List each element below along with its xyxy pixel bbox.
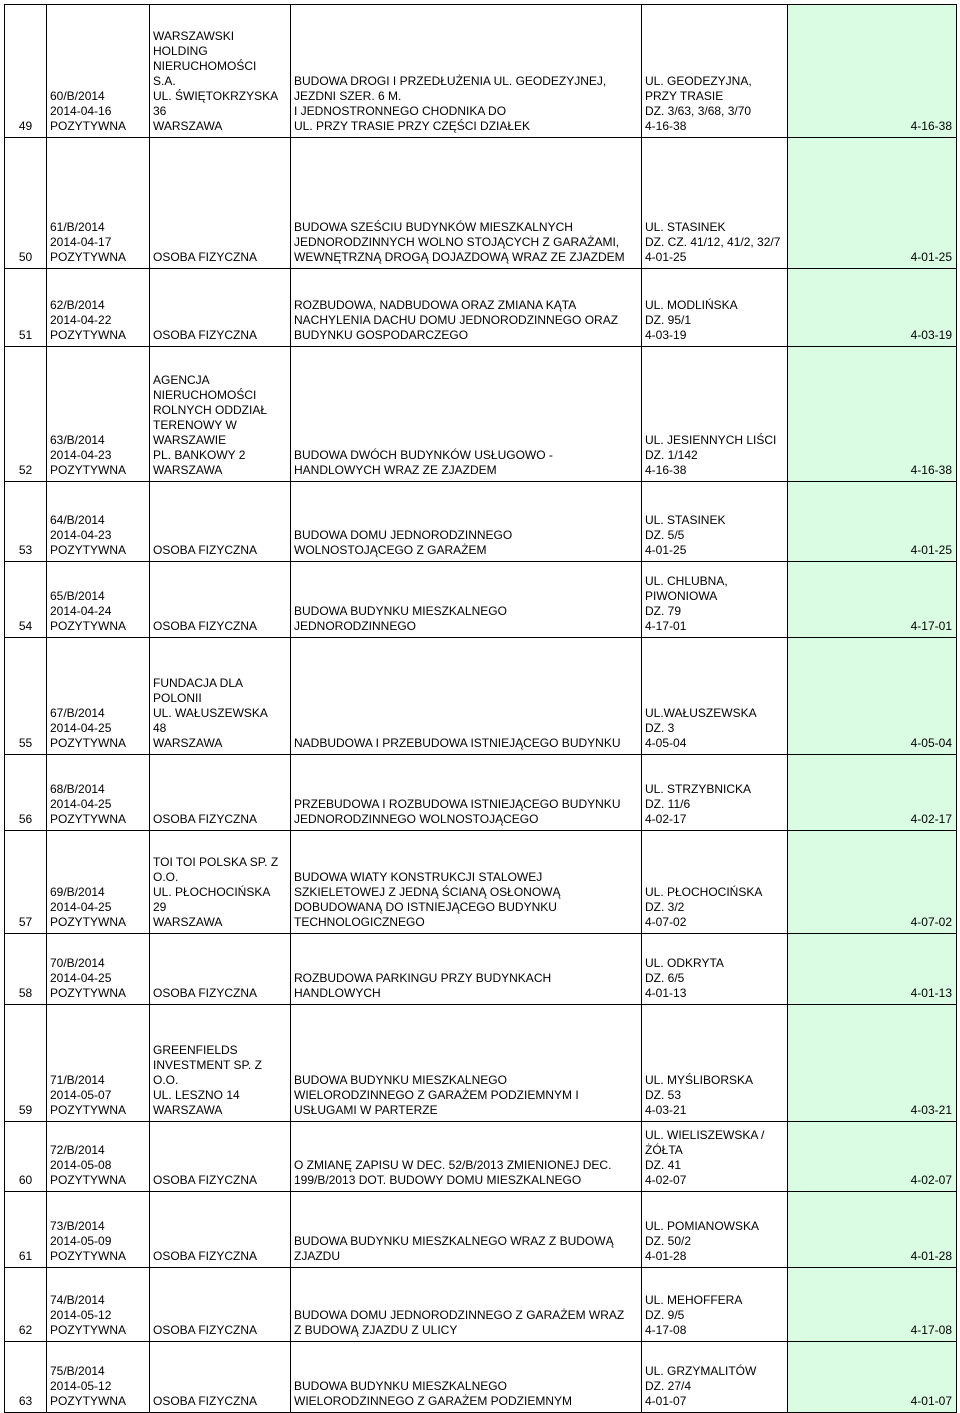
description-cell: BUDOWA DWÓCH BUDYNKÓW USŁUGOWO - HANDLOWYCH WRAZ ZE ZJAZDEM (291, 347, 642, 482)
region-code-cell: 4-03-21 (788, 1005, 957, 1122)
location-cell: UL. CHLUBNA, PIWONIOWA DZ. 79 4-17-01 (642, 562, 788, 638)
decision-cell: 71/B/2014 2014-05-07 POZYTYWNA (47, 1005, 150, 1122)
table-row (5, 269, 957, 347)
decision-cell: 68/B/2014 2014-04-25 POZYTYWNA (47, 755, 150, 831)
row-number: 49 (5, 5, 47, 138)
decision-cell: 60/B/2014 2014-04-16 POZYTYWNA (47, 5, 150, 138)
table-row (5, 934, 957, 1005)
description-cell: O ZMIANĘ ZAPISU W DEC. 52/B/2013 ZMIENIONEJ DEC. 199/B/2013 DOT. BUDOWY DOMU MIESZKALNEGO (291, 1122, 642, 1192)
table-row (5, 347, 957, 482)
location-cell: UL. MODLIŃSKA DZ. 95/1 4-03-19 (642, 269, 788, 347)
location-cell: UL. POMIANOWSKA DZ. 50/2 4-01-28 (642, 1192, 788, 1268)
decision-cell: 74/B/2014 2014-05-12 POZYTYWNA (47, 1268, 150, 1342)
row-number: 50 (5, 138, 47, 269)
row-number: 63 (5, 1342, 47, 1413)
row-number: 60 (5, 1122, 47, 1192)
decision-cell: 64/B/2014 2014-04-23 POZYTYWNA (47, 482, 150, 562)
row-number: 56 (5, 755, 47, 831)
table-row (5, 5, 957, 138)
investor-cell: OSOBA FIZYCZNA (150, 755, 291, 831)
decision-cell: 61/B/2014 2014-04-17 POZYTYWNA (47, 138, 150, 269)
investor-cell: AGENCJA NIERUCHOMOŚCI ROLNYCH ODDZIAŁ TERENOWY W WARSZAWIE PL. BANKOWY 2 WARSZAWA (150, 347, 291, 482)
location-cell: UL. WIELISZEWSKA / ŻÓŁTA DZ. 41 4-02-07 (642, 1122, 788, 1192)
description-cell: BUDOWA DOMU JEDNORODZINNEGO Z GARAŻEM WRAZ Z BUDOWĄ ZJAZDU Z ULICY (291, 1268, 642, 1342)
row-number: 57 (5, 831, 47, 934)
decision-cell: 65/B/2014 2014-04-24 POZYTYWNA (47, 562, 150, 638)
investor-cell: FUNDACJA DLA POLONII UL. WAŁUSZEWSKA 48 WARSZAWA (150, 638, 291, 755)
location-cell: UL.WAŁUSZEWSKA DZ. 3 4-05-04 (642, 638, 788, 755)
region-code-cell: 4-01-25 (788, 482, 957, 562)
description-cell: BUDOWA BUDYNKU MIESZKALNEGO WIELORODZINNEGO Z GARAŻEM PODZIEMNYM (291, 1342, 642, 1413)
region-code-cell: 4-17-08 (788, 1268, 957, 1342)
description-cell: BUDOWA BUDYNKU MIESZKALNEGO WRAZ Z BUDOWĄ ZJAZDU (291, 1192, 642, 1268)
description-cell: ROZBUDOWA, NADBUDOWA ORAZ ZMIANA KĄTA NACHYLENIA DACHU DOMU JEDNORODZINNEGO ORAZ BUDYNKU GOSPODARCZEGO (291, 269, 642, 347)
investor-cell: GREENFIELDS INVESTMENT SP. Z O.O. UL. LESZNO 14 WARSZAWA (150, 1005, 291, 1122)
region-code-cell: 4-16-38 (788, 5, 957, 138)
row-number: 55 (5, 638, 47, 755)
location-cell: UL. STRZYBNICKA DZ. 11/6 4-02-17 (642, 755, 788, 831)
decision-cell: 62/B/2014 2014-04-22 POZYTYWNA (47, 269, 150, 347)
row-number: 59 (5, 1005, 47, 1122)
table-row (5, 638, 957, 755)
description-cell: BUDOWA BUDYNKU MIESZKALNEGO WIELORODZINNEGO Z GARAŻEM PODZIEMNYM I USŁUGAMI W PARTERZE (291, 1005, 642, 1122)
location-cell: UL. PŁOCHOCIŃSKA DZ. 3/2 4-07-02 (642, 831, 788, 934)
table-row (5, 1005, 957, 1122)
region-code-cell: 4-01-13 (788, 934, 957, 1005)
decision-cell: 63/B/2014 2014-04-23 POZYTYWNA (47, 347, 150, 482)
row-number: 51 (5, 269, 47, 347)
description-cell: BUDOWA SZEŚCIU BUDYNKÓW MIESZKALNYCH JEDNORODZINNYCH WOLNO STOJĄCYCH Z GARAŻAMI, WEWNĘTRZNĄ DROGĄ DOJAZDOWĄ WRAZ ZE ZJAZDEM (291, 138, 642, 269)
table-row (5, 562, 957, 638)
table-body (5, 5, 957, 1413)
description-cell: PRZEBUDOWA I ROZBUDOWA ISTNIEJĄCEGO BUDYNKU JEDNORODZINNEGO WOLNOSTOJĄCEGO (291, 755, 642, 831)
permit-register-table (4, 4, 957, 1413)
region-code-cell: 4-03-19 (788, 269, 957, 347)
investor-cell: OSOBA FIZYCZNA (150, 934, 291, 1005)
investor-cell: OSOBA FIZYCZNA (150, 1342, 291, 1413)
region-code-cell: 4-16-38 (788, 347, 957, 482)
description-cell: BUDOWA BUDYNKU MIESZKALNEGO JEDNORODZINNEGO (291, 562, 642, 638)
row-number: 53 (5, 482, 47, 562)
table-row (5, 138, 957, 269)
location-cell: UL. STASINEK DZ. 5/5 4-01-25 (642, 482, 788, 562)
location-cell: UL. JESIENNYCH LIŚCI DZ. 1/142 4-16-38 (642, 347, 788, 482)
investor-cell: TOI TOI POLSKA SP. Z O.O. UL. PŁOCHOCIŃSKA 29 WARSZAWA (150, 831, 291, 934)
location-cell: UL. ODKRYTA DZ. 6/5 4-01-13 (642, 934, 788, 1005)
description-cell: BUDOWA DOMU JEDNORODZINNEGO WOLNOSTOJĄCEGO Z GARAŻEM (291, 482, 642, 562)
decision-cell: 73/B/2014 2014-05-09 POZYTYWNA (47, 1192, 150, 1268)
table-row (5, 482, 957, 562)
row-number: 58 (5, 934, 47, 1005)
row-number: 54 (5, 562, 47, 638)
region-code-cell: 4-17-01 (788, 562, 957, 638)
description-cell: BUDOWA DROGI I PRZEDŁUŻENIA UL. GEODEZYJNEJ, JEZDNI SZER. 6 M. I JEDNOSTRONNEGO CHODNIKA DO UL. PRZY TRASIE PRZY CZĘŚCI DZIAŁEK (291, 5, 642, 138)
table-row (5, 1268, 957, 1342)
table-row (5, 831, 957, 934)
table-row (5, 1122, 957, 1192)
decision-cell: 75/B/2014 2014-05-12 POZYTYWNA (47, 1342, 150, 1413)
row-number: 62 (5, 1268, 47, 1342)
location-cell: UL. MEHOFFERA DZ. 9/5 4-17-08 (642, 1268, 788, 1342)
decision-cell: 72/B/2014 2014-05-08 POZYTYWNA (47, 1122, 150, 1192)
location-cell: UL. GEODEZYJNA, PRZY TRASIE DZ. 3/63, 3/68, 3/70 4-16-38 (642, 5, 788, 138)
row-number: 52 (5, 347, 47, 482)
decision-cell: 70/B/2014 2014-04-25 POZYTYWNA (47, 934, 150, 1005)
investor-cell: OSOBA FIZYCZNA (150, 1268, 291, 1342)
region-code-cell: 4-01-25 (788, 138, 957, 269)
description-cell: ROZBUDOWA PARKINGU PRZY BUDYNKACH HANDLOWYCH (291, 934, 642, 1005)
row-number: 61 (5, 1192, 47, 1268)
region-code-cell: 4-01-28 (788, 1192, 957, 1268)
location-cell: UL. MYŚLIBORSKA DZ. 53 4-03-21 (642, 1005, 788, 1122)
investor-cell: WARSZAWSKI HOLDING NIERUCHOMOŚCI S.A. UL. ŚWIĘTOKRZYSKA 36 WARSZAWA (150, 5, 291, 138)
description-cell: BUDOWA WIATY KONSTRUKCJI STALOWEJ SZKIELETOWEJ Z JEDNĄ ŚCIANĄ OSŁONOWĄ DOBUDOWANĄ DO ISTNIEJĄCEGO BUDYNKU TECHNOLOGICZNEGO (291, 831, 642, 934)
region-code-cell: 4-01-07 (788, 1342, 957, 1413)
location-cell: UL. STASINEK DZ. CZ. 41/12, 41/2, 32/7 4-01-25 (642, 138, 788, 269)
description-cell: NADBUDOWA I PRZEBUDOWA ISTNIEJĄCEGO BUDYNKU (291, 638, 642, 755)
investor-cell: OSOBA FIZYCZNA (150, 482, 291, 562)
investor-cell: OSOBA FIZYCZNA (150, 1122, 291, 1192)
decision-cell: 69/B/2014 2014-04-25 POZYTYWNA (47, 831, 150, 934)
region-code-cell: 4-05-04 (788, 638, 957, 755)
investor-cell: OSOBA FIZYCZNA (150, 269, 291, 347)
table-row (5, 755, 957, 831)
table-row (5, 1342, 957, 1413)
region-code-cell: 4-07-02 (788, 831, 957, 934)
investor-cell: OSOBA FIZYCZNA (150, 138, 291, 269)
region-code-cell: 4-02-07 (788, 1122, 957, 1192)
investor-cell: OSOBA FIZYCZNA (150, 1192, 291, 1268)
investor-cell: OSOBA FIZYCZNA (150, 562, 291, 638)
table-row (5, 1192, 957, 1268)
decision-cell: 67/B/2014 2014-04-25 POZYTYWNA (47, 638, 150, 755)
region-code-cell: 4-02-17 (788, 755, 957, 831)
location-cell: UL. GRZYMALITÓW DZ. 27/4 4-01-07 (642, 1342, 788, 1413)
